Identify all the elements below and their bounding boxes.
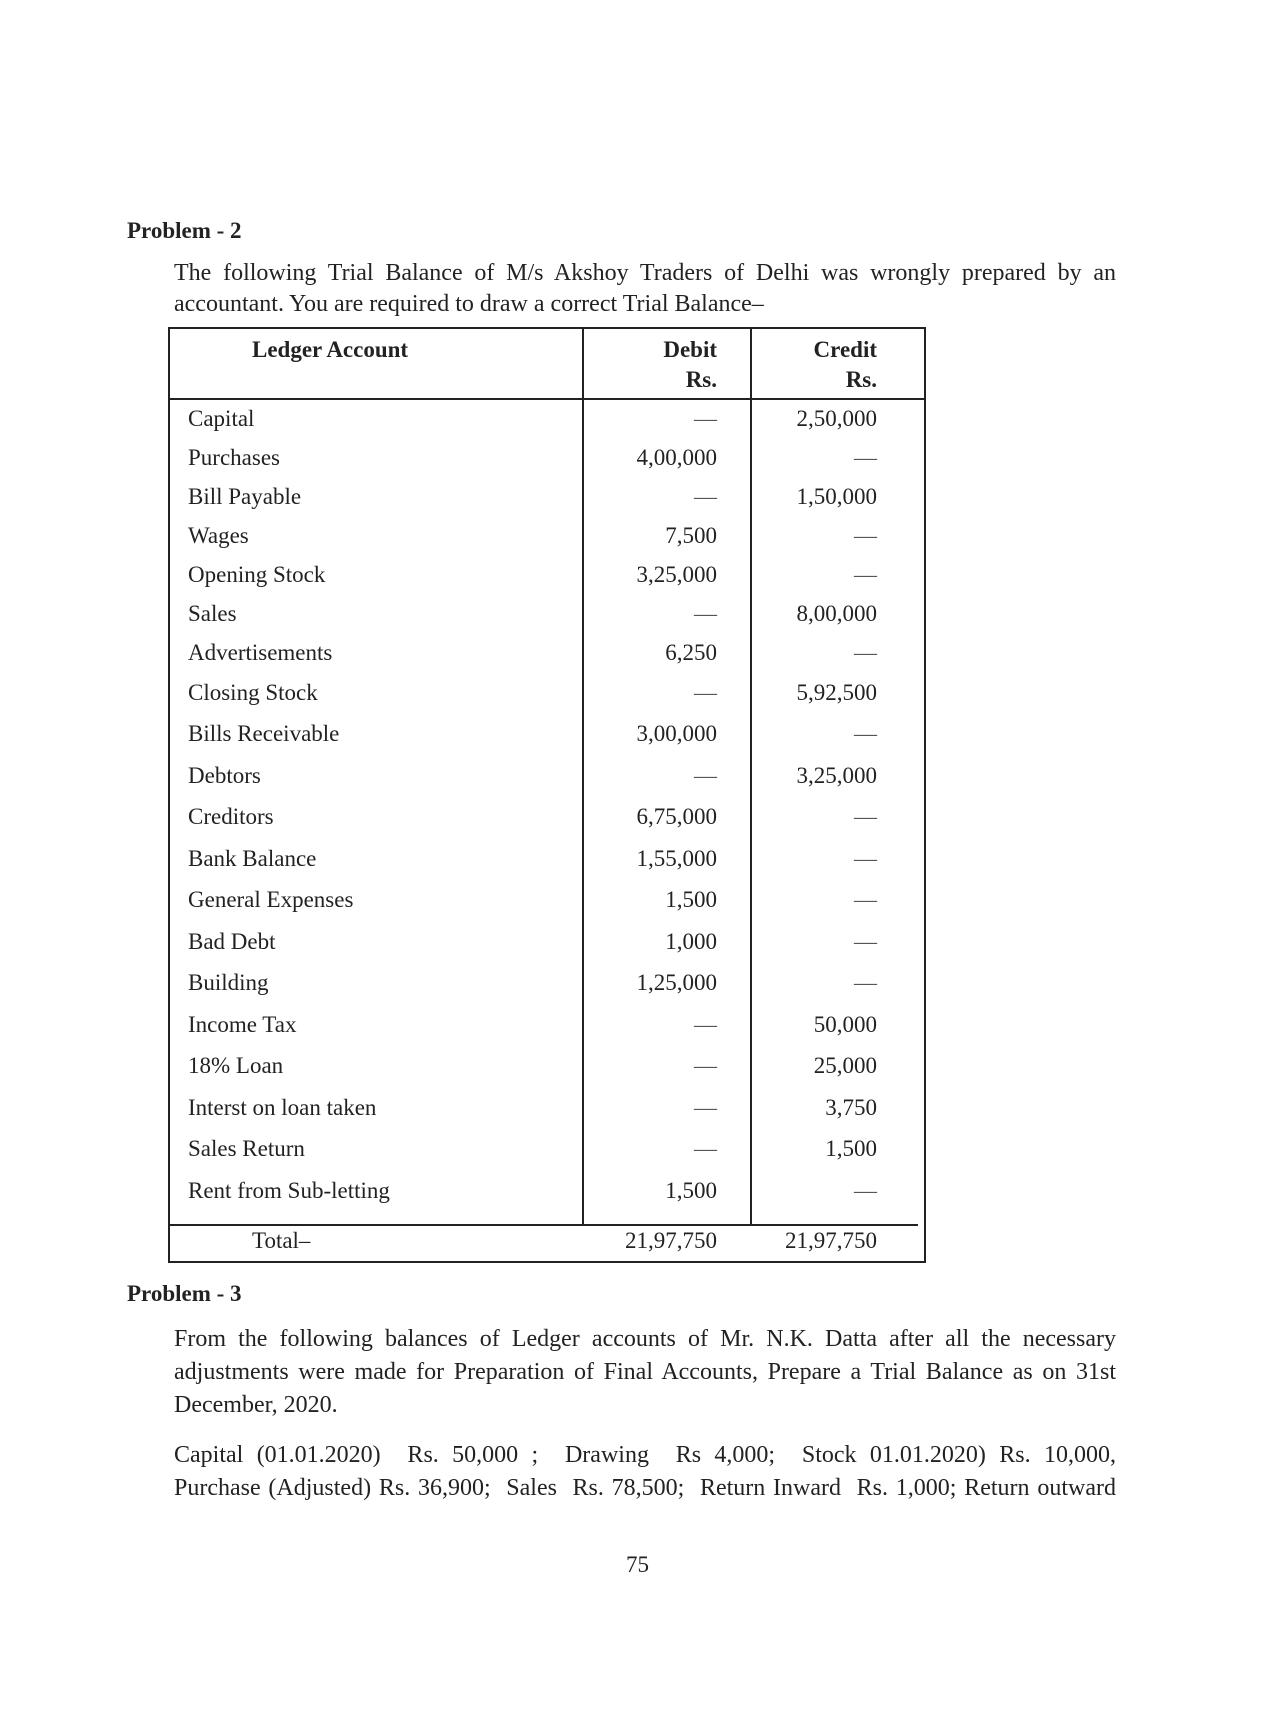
debit-cell: 6,250 — [665, 640, 717, 665]
table-row — [170, 1049, 924, 1087]
debit-cell: — — [694, 1053, 717, 1078]
table-row — [170, 519, 924, 557]
credit-cell: — — [854, 445, 877, 470]
credit-cell: — — [854, 562, 877, 587]
table-row — [170, 1132, 924, 1170]
ledger-account-cell: Closing Stock — [188, 680, 318, 705]
para1-line-3: December, 2020. — [174, 1392, 338, 1418]
table-row — [170, 441, 924, 479]
ledger-account-cell: Bad Debt — [188, 929, 276, 954]
debit-cell: 1,000 — [665, 929, 717, 954]
para2-line-1: Capital (01.01.2020) Rs. 50,000 ; Drawing Rs 4,000; Stock 01.01.2020) Rs. 10,000, — [174, 1442, 1116, 1468]
ledger-account-cell: Building — [188, 970, 269, 995]
problem-3-heading: Problem - 3 — [127, 1281, 242, 1306]
debit-cell: 1,25,000 — [636, 970, 717, 995]
header-credit-label: Credit — [813, 337, 877, 362]
ledger-account-cell: Bills Receivable — [188, 721, 340, 746]
para1-line-2: adjustments were made for Preparation of Final Accounts, Prepare a Trial Balance as on 31st — [174, 1359, 1116, 1385]
ledger-account-cell: Bill Payable — [188, 484, 302, 509]
credit-cell: — — [854, 887, 877, 912]
problem-2-intro — [174, 258, 1116, 320]
debit-cell: 1,55,000 — [636, 846, 717, 871]
table-row — [170, 676, 924, 714]
table-row — [170, 1091, 924, 1129]
ledger-account-cell: Capital — [188, 406, 255, 431]
credit-cell: 50,000 — [813, 1012, 877, 1037]
debit-cell: 3,25,000 — [636, 562, 717, 587]
ledger-account-cell: Purchases — [188, 445, 280, 470]
table-row — [170, 480, 924, 518]
para1-line-1: From the following balances of Ledger accounts of Mr. N.K. Datta after all the necessary — [174, 1326, 1116, 1352]
credit-cell: — — [854, 523, 877, 548]
ledger-account-cell: Debtors — [188, 763, 261, 788]
total-credit: 21,97,750 — [785, 1228, 877, 1253]
ledger-account-cell: Interst on loan taken — [188, 1095, 377, 1120]
debit-cell: 1,500 — [665, 887, 717, 912]
total-rule — [170, 1224, 918, 1226]
table-row — [170, 883, 924, 921]
credit-cell: 8,00,000 — [796, 601, 877, 626]
credit-cell: 3,750 — [825, 1095, 877, 1120]
credit-cell: — — [854, 846, 877, 871]
ledger-account-cell: Bank Balance — [188, 846, 317, 871]
table-row — [170, 402, 924, 440]
page-number: 75 — [626, 1552, 649, 1577]
debit-cell: — — [694, 763, 717, 788]
total-label: Total– — [252, 1228, 311, 1253]
problem-2-heading: Problem - 2 — [127, 218, 242, 243]
debit-cell: — — [694, 406, 717, 431]
table-row — [170, 597, 924, 635]
debit-cell: — — [694, 484, 717, 509]
credit-cell: 1,50,000 — [796, 484, 877, 509]
problem-3-para-2 — [174, 1439, 1116, 1505]
debit-cell: 1,500 — [665, 1178, 717, 1203]
ledger-account-cell: Creditors — [188, 804, 274, 829]
credit-cell: — — [854, 804, 877, 829]
credit-cell: 3,25,000 — [796, 763, 877, 788]
credit-cell: — — [854, 970, 877, 995]
credit-cell: 2,50,000 — [796, 406, 877, 431]
total-row — [170, 1228, 924, 1258]
header-credit — [750, 335, 877, 395]
header-debit-label: Debit — [663, 337, 717, 362]
table-row — [170, 759, 924, 797]
ledger-account-cell: Advertisements — [188, 640, 333, 665]
ledger-account-cell: Income Tax — [188, 1012, 297, 1037]
table-row — [170, 966, 924, 1004]
total-debit: 21,97,750 — [625, 1228, 717, 1253]
credit-cell: 1,500 — [825, 1136, 877, 1161]
ledger-account-cell: Wages — [188, 523, 249, 548]
debit-cell: — — [694, 601, 717, 626]
debit-cell: 6,75,000 — [636, 804, 717, 829]
header-ledger-account: Ledger Account — [252, 337, 409, 362]
table-row — [170, 636, 924, 674]
ledger-account-cell: Rent from Sub-letting — [188, 1178, 390, 1203]
table-row — [170, 800, 924, 838]
header-credit-unit: Rs. — [845, 367, 877, 392]
credit-cell: — — [854, 640, 877, 665]
table-row — [170, 558, 924, 596]
credit-cell: — — [854, 1178, 877, 1203]
debit-cell: — — [694, 1095, 717, 1120]
credit-cell: 25,000 — [813, 1053, 877, 1078]
intro-line-1: The following Trial Balance of M/s Akshoy Traders of Delhi was wrongly prepared by an — [174, 260, 1116, 286]
table-row — [170, 925, 924, 963]
problem-3-para-1 — [174, 1323, 1116, 1422]
debit-cell: 7,500 — [665, 523, 717, 548]
trial-balance-table — [168, 327, 926, 1263]
table-row — [170, 842, 924, 880]
ledger-account-cell: Sales — [188, 601, 237, 626]
header-debit-unit: Rs. — [685, 367, 717, 392]
debit-cell: 3,00,000 — [636, 721, 717, 746]
header-rule — [170, 398, 924, 400]
ledger-account-cell: 18% Loan — [188, 1053, 284, 1078]
table-row — [170, 1008, 924, 1046]
table-row — [170, 1174, 924, 1212]
ledger-account-cell: Sales Return — [188, 1136, 305, 1161]
debit-cell: — — [694, 1136, 717, 1161]
header-debit — [582, 335, 717, 395]
ledger-account-cell: General Expenses — [188, 887, 354, 912]
debit-cell: 4,00,000 — [636, 445, 717, 470]
credit-cell: — — [854, 929, 877, 954]
debit-cell: — — [694, 680, 717, 705]
credit-cell: 5,92,500 — [796, 680, 877, 705]
table-row — [170, 717, 924, 755]
ledger-account-cell: Opening Stock — [188, 562, 326, 587]
credit-cell: — — [854, 721, 877, 746]
debit-cell: — — [694, 1012, 717, 1037]
para2-line-2: Purchase (Adjusted) Rs. 36,900; Sales Rs. 78,500; Return Inward Rs. 1,000; Return outward — [174, 1475, 1116, 1501]
intro-line-2: accountant. You are required to draw a correct Trial Balance– — [174, 291, 764, 317]
